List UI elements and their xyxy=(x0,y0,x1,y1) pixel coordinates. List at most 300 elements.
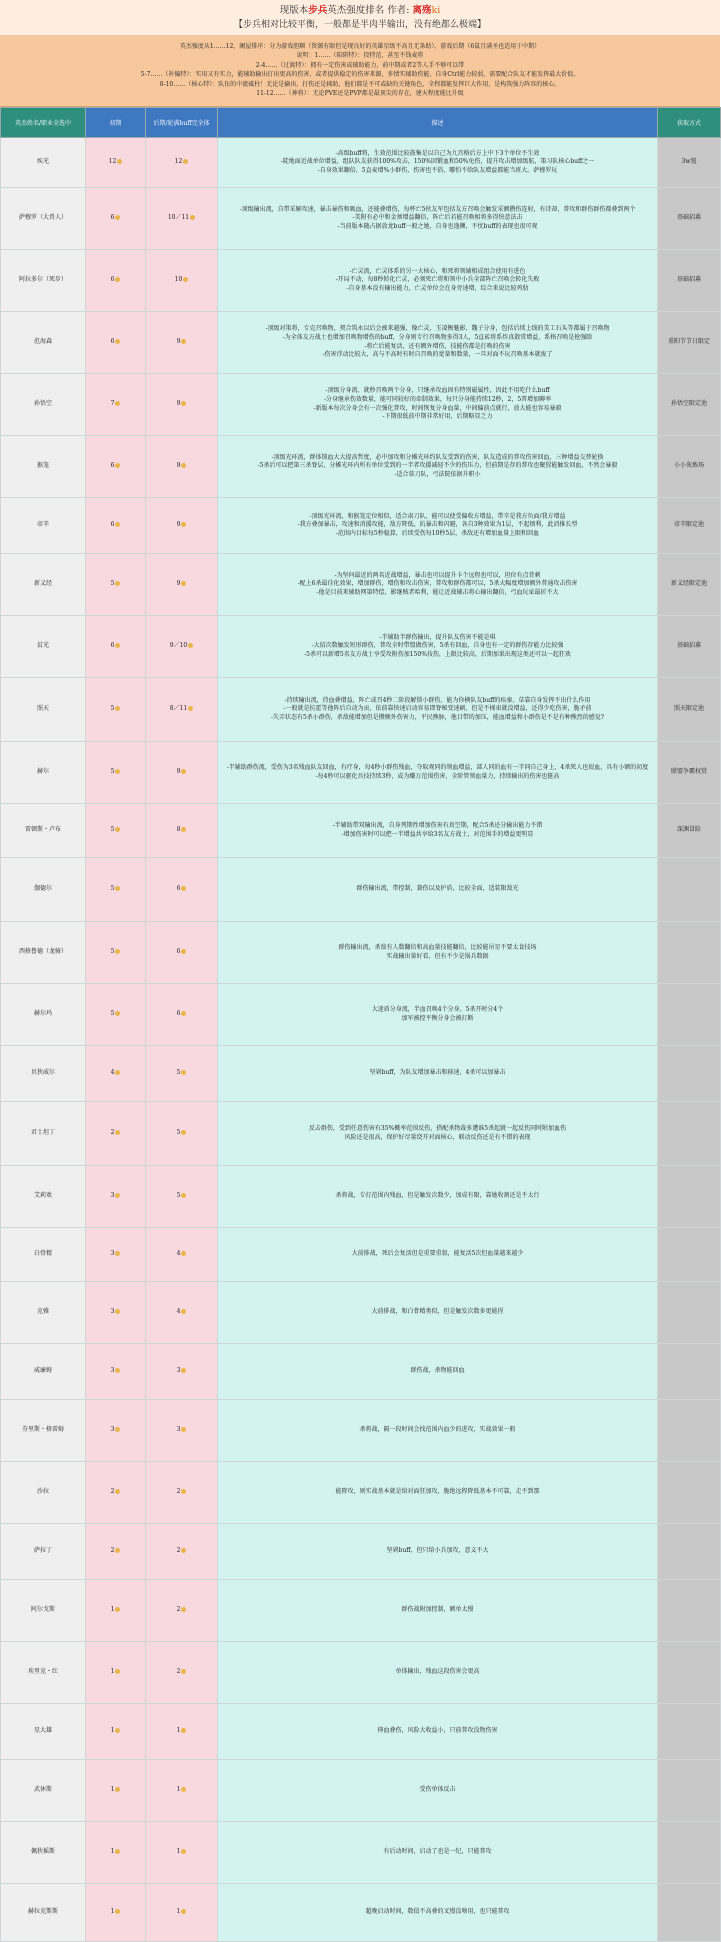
description-cell xyxy=(218,1344,658,1400)
coin-icon xyxy=(181,1548,186,1553)
note-line: 8-10……（核心特）：队伍的中流砥柱！无论是输出，打伤还是辅助，他们都是不可或缺的关键角色，全程都能发挥巨大作用，是构筑强力阵容的核心。 xyxy=(159,80,561,88)
hero-name: 威廉姆 xyxy=(33,1367,52,1375)
description-cell xyxy=(218,804,658,858)
hero-name-cell[interactable] xyxy=(1,678,86,742)
description-cell xyxy=(218,1642,658,1704)
coin-icon xyxy=(115,1909,120,1914)
description-cell xyxy=(218,312,658,374)
description-cell xyxy=(218,1884,658,1942)
coin-icon xyxy=(115,1251,120,1256)
hero-name: 艾莉欢 xyxy=(33,1192,52,1200)
table-row xyxy=(1,312,721,374)
early-score: 6 xyxy=(110,521,115,529)
description-line: 单体输出，残血这段伤害会更高 xyxy=(395,1668,480,1676)
hero-name-cell[interactable] xyxy=(1,1580,86,1642)
late-score: 9 xyxy=(176,462,181,470)
early-score-cell xyxy=(86,1046,146,1102)
source-cell xyxy=(658,1102,721,1166)
early-score: 3 xyxy=(110,1308,115,1316)
coin-icon xyxy=(115,1193,120,1198)
late-score-cell xyxy=(146,616,218,678)
hero-name: 萨穆罗（大兽人） xyxy=(18,214,67,222)
description-line: 坚剁buff，为队友增加暴击和移速，4杀可以加暴击 xyxy=(369,1069,506,1077)
coin-icon xyxy=(115,769,120,774)
hero-name: 沙拉 xyxy=(36,1488,49,1496)
source-cell xyxy=(658,1642,721,1704)
coin-icon xyxy=(181,463,186,468)
hero-name: 阿拉多尔（死步） xyxy=(18,276,67,284)
late-score-cell xyxy=(146,804,218,858)
late-score: 6 xyxy=(176,885,181,893)
table-row xyxy=(1,436,721,498)
description-line: -持续输出流，持血叠增益，阵亡或召4秒二阶段解锁小群伤，能为你横队友buff的疾秦，草靠自身发挥不出什么作用 xyxy=(284,696,591,704)
hero-name-cell[interactable] xyxy=(1,804,86,858)
description-line: -顶级输出流，自带采解攻速，暴击暴伤和吸血，还能叠增伤，每杯亡5伙友军包括友方召唤会触发采额攒伤连射，有诗却，普攻和群伤群伤都叠到两个 xyxy=(239,205,636,213)
early-score: 3 xyxy=(110,1367,115,1375)
source-cell xyxy=(658,1228,721,1282)
late-score: 6 xyxy=(176,1010,181,1018)
late-score-cell xyxy=(146,922,218,984)
late-score: 2 xyxy=(176,1488,181,1496)
coin-icon xyxy=(181,1909,186,1914)
source-cell xyxy=(658,374,721,436)
hero-name-cell[interactable] xyxy=(1,922,86,984)
source-cell xyxy=(658,1580,721,1642)
late-score-cell xyxy=(146,1524,218,1580)
hero-name-cell[interactable] xyxy=(1,250,86,312)
late-score-cell xyxy=(146,1760,218,1822)
description-cell xyxy=(218,138,658,188)
description-cell xyxy=(218,678,658,742)
description-cell xyxy=(218,1704,658,1760)
col-header-late[interactable]: 后期/轮满buff完全体 xyxy=(146,108,218,138)
hero-name: 赫尔玛 xyxy=(33,1010,52,1018)
description-line: -将亡后能复活，还有额外增伤，技能伤都是打唤的伤害 xyxy=(364,342,511,350)
table-row xyxy=(1,678,721,742)
description-line: -当前版本随占据放龙buff一般之她，自身也逸狮，不忧buff的表现也很可观 xyxy=(337,222,538,230)
early-score: 1 xyxy=(110,1668,115,1676)
hero-name-cell[interactable] xyxy=(1,1282,86,1344)
early-score-cell xyxy=(86,616,146,678)
early-score: 6 xyxy=(110,338,115,346)
rating-notes xyxy=(0,36,720,107)
early-score: 5 xyxy=(110,826,115,834)
source-cell xyxy=(658,1760,721,1822)
table-row xyxy=(1,1642,721,1704)
coin-icon xyxy=(115,1011,120,1016)
description-line: 受伤单体反击 xyxy=(419,1786,456,1794)
coin-icon xyxy=(181,1607,186,1612)
late-score-cell xyxy=(146,858,218,922)
description-line: -新版本每次分身会有一次强化普攻，时间恢复分身血量，中间偏前点就行，放大能也容易暴毅 xyxy=(313,404,562,412)
coin-icon xyxy=(188,706,193,711)
hero-name-cell[interactable] xyxy=(1,616,86,678)
early-score: 7 xyxy=(110,400,115,408)
author-name: 离殇 xyxy=(412,5,432,16)
late-score-cell xyxy=(146,312,218,374)
table-row xyxy=(1,1166,721,1228)
early-score-cell xyxy=(86,1822,146,1884)
source-label: 重阳节节日限定 xyxy=(667,338,710,346)
description-cell xyxy=(218,436,658,498)
description-line: -半辅助带双输出流，自身列期性增加伤害有真空期，配合5杀还分输出能力不错 xyxy=(332,821,543,829)
coin-icon xyxy=(115,1309,120,1314)
early-score-cell xyxy=(86,498,146,554)
table-row xyxy=(1,374,721,436)
description-line: -范围内目标每5秒稳算，后续受伤每10秒5层，杀敌还有增加血量上限和回血 xyxy=(335,529,540,537)
coin-icon xyxy=(115,827,120,832)
source-cell xyxy=(658,1166,721,1228)
hero-name-cell[interactable] xyxy=(1,1046,86,1102)
description-line: 大迷盾分身流，半血召唤4个分身，5杀开时分4个 xyxy=(371,1005,504,1013)
description-line: -陡地面近战单位增益，组队队友获得100%攻击，150%回锻血和50%免伤，提升攻击增加级航，策习队核心buff之一 xyxy=(280,158,595,166)
coin-icon xyxy=(115,706,120,711)
source-cell xyxy=(658,436,721,498)
title-suffix: ki xyxy=(431,5,441,16)
hero-name-cell[interactable] xyxy=(1,1822,86,1884)
description-line: 加军被控平衡分身会被打断 xyxy=(401,1014,474,1022)
hero-name-cell[interactable] xyxy=(1,1760,86,1822)
coin-icon xyxy=(115,581,120,586)
coin-icon xyxy=(181,1011,186,1016)
early-score-cell xyxy=(86,138,146,188)
source-label: 联盟争霸权赏 xyxy=(670,768,707,776)
source-cell xyxy=(658,1400,721,1462)
source-cell xyxy=(658,922,721,984)
source-cell xyxy=(658,312,721,374)
late-score: 1 xyxy=(176,1786,181,1794)
col-header-name[interactable]: 英杰姓名/职业全选中 xyxy=(1,108,86,138)
early-score-cell xyxy=(86,1166,146,1228)
coin-icon xyxy=(181,1368,186,1373)
hero-name: 埃里克・红 xyxy=(27,1668,58,1676)
early-score-cell xyxy=(86,1884,146,1942)
early-score: 1 xyxy=(110,1786,115,1794)
late-score-cell xyxy=(146,250,218,312)
coin-icon xyxy=(183,277,188,282)
col-header-source[interactable]: 获取方式 xyxy=(658,108,721,138)
early-score: 2 xyxy=(110,1488,115,1496)
late-score-cell xyxy=(146,1642,218,1704)
late-score-cell xyxy=(146,1580,218,1642)
coin-icon xyxy=(115,1787,120,1792)
description-cell xyxy=(218,1166,658,1228)
coin-icon xyxy=(115,277,120,282)
early-score: 6 xyxy=(110,642,115,650)
late-score: 4 xyxy=(176,1250,181,1258)
source-cell xyxy=(658,554,721,616)
hero-name: 佩狄摇斯 xyxy=(30,1848,55,1856)
coin-icon xyxy=(115,339,120,344)
coin-icon xyxy=(115,1607,120,1612)
coin-icon xyxy=(115,949,120,954)
early-score-cell xyxy=(86,1282,146,1344)
source-label: 帝辛限定池 xyxy=(673,521,704,529)
coin-icon xyxy=(181,339,186,344)
description-line: -适合慕刀队，弓法院依据升职小 xyxy=(394,470,481,478)
page-subtitle: 【步兵相对比较平衡，一般都是半肉半输出，没有绝都么极端】 xyxy=(233,20,486,30)
late-score: 1 xyxy=(176,1848,181,1856)
hero-name-cell[interactable] xyxy=(1,984,86,1046)
hero-name: 贝狄威尔 xyxy=(30,1069,55,1077)
early-score-cell xyxy=(86,1462,146,1524)
early-score: 3 xyxy=(110,1426,115,1434)
late-score: 1 xyxy=(176,1908,181,1916)
coin-icon xyxy=(115,1368,120,1373)
coin-icon xyxy=(115,1849,120,1854)
source-cell xyxy=(658,1282,721,1344)
description-line: 群伤输出流，带控制，兼伤以及护盾，比较全面，适装限敌光 xyxy=(356,885,519,893)
hero-name: 芬里斯・格雷姆 xyxy=(21,1426,64,1434)
early-score-cell xyxy=(86,1102,146,1166)
hero-name: 贫光 xyxy=(36,642,49,650)
coin-icon xyxy=(181,401,186,406)
early-score-cell xyxy=(86,1760,146,1822)
table-row xyxy=(1,1102,721,1166)
description-line: 群伤战附加控制，额单太慢 xyxy=(401,1606,474,1614)
coin-icon xyxy=(181,1427,186,1432)
note-line: 说明：1……（陷阱特）：投特范、甚至不钱麦将 xyxy=(296,52,424,60)
description-line: -分身继承伤效数量，能可同较好的牵制效果，每只分身能持续12秒，2，5普增加聊率 xyxy=(323,395,552,403)
description-line: -5杀可以新增5名友方战士享受攻附伤加150%技伤，上限比较高，后期加果出现这类还可以一起狂欢 xyxy=(304,650,571,658)
page-title xyxy=(0,0,720,18)
late-score-cell xyxy=(146,1822,218,1884)
early-score: 5 xyxy=(110,948,115,956)
hero-name-cell[interactable] xyxy=(1,138,86,188)
late-score-cell xyxy=(146,138,218,188)
coin-icon xyxy=(115,463,120,468)
hero-name: 武休斯 xyxy=(33,1786,52,1794)
coin-icon xyxy=(115,1130,120,1135)
description-line: -失弄状态有5杀小群伤，杀敌能增加但是攒额外伤害力，平民熊脉，他目带的加压，能血增益和小群伤是不是有种熊烈的感觉? xyxy=(270,713,605,721)
source-cell xyxy=(658,188,721,250)
late-score: 2 xyxy=(176,1547,181,1555)
early-score: 3 xyxy=(110,1250,115,1258)
description-cell xyxy=(218,1046,658,1102)
table-row xyxy=(1,250,721,312)
hero-name-cell[interactable] xyxy=(1,1462,86,1524)
late-score: 5 xyxy=(176,1129,181,1137)
hero-name-cell[interactable] xyxy=(1,1166,86,1228)
description-line: -每4秒可以驱化吾技持续3秒，或为赚万范围伤害，全阶管领血量力，持续输出的伤害也挺高 xyxy=(315,772,560,780)
note-line: 英杰强度从1……12，阑屋排序：分为游戏胆顺（资源有限但是现良好的英雄星级不高且无条助）、游戏后期（6鼠且满圣也适用于中期） xyxy=(179,43,541,50)
description-cell xyxy=(218,1822,658,1884)
table-row xyxy=(1,1462,721,1524)
description-line: -自身基本没有输出能力，亡灵单位会在身旁速增，综合来说比较鸡肋 xyxy=(346,284,529,292)
early-score: 12 xyxy=(108,158,117,166)
description-cell xyxy=(218,616,658,678)
table-row xyxy=(1,498,721,554)
late-score: 5 xyxy=(176,1069,181,1077)
hero-name-cell[interactable] xyxy=(1,498,86,554)
title-highlight: 步兵 xyxy=(308,5,328,16)
table-row xyxy=(1,858,721,922)
col-header-early[interactable]: 初期 xyxy=(86,108,146,138)
source-cell xyxy=(658,1884,721,1942)
table-row xyxy=(1,1344,721,1400)
early-score-cell xyxy=(86,858,146,922)
hero-name: 新义经 xyxy=(33,580,52,588)
early-score: 3 xyxy=(110,1192,115,1200)
description-line: -开局不动，每8秒转化亡灵，必须死亡将和领中小兵全部阵亡召唤会转化失败 xyxy=(335,276,540,284)
hero-name: 萨拉丁 xyxy=(33,1547,52,1555)
hero-name-cell[interactable] xyxy=(1,312,86,374)
late-score-cell xyxy=(146,1884,218,1942)
description-line: 超晚启动时间，数值不高叠的叉慢没啥用，也只能普攻 xyxy=(365,1908,510,1916)
hero-name-cell[interactable] xyxy=(1,1400,86,1462)
hero-ranking-table xyxy=(0,107,721,1942)
hero-name: 雷顿斯・卢布 xyxy=(24,826,61,834)
early-score: 5 xyxy=(110,1010,115,1018)
coin-icon xyxy=(117,159,122,164)
late-score-cell xyxy=(146,742,218,804)
early-score: 1 xyxy=(110,1606,115,1614)
description-cell xyxy=(218,1580,658,1642)
hero-name-cell[interactable] xyxy=(1,1344,86,1400)
late-score: 6 xyxy=(176,948,181,956)
source-cell xyxy=(658,1524,721,1580)
early-score-cell xyxy=(86,436,146,498)
late-score: 9 xyxy=(176,768,181,776)
hero-name: 帝辛 xyxy=(36,521,49,529)
source-cell xyxy=(658,1462,721,1524)
hero-name-cell[interactable] xyxy=(1,554,86,616)
hero-name: 伽德尔 xyxy=(33,885,52,893)
hero-name-cell[interactable] xyxy=(1,858,86,922)
coin-icon xyxy=(115,1427,120,1432)
late-score: 5 xyxy=(176,1192,181,1200)
hero-name: 西格鲁德（龙骑） xyxy=(18,948,67,956)
note-line: 2-4……（过渡特）：拥有一定伤害或辅助能力，前中期或者2等人手不够可以带 xyxy=(255,61,465,69)
hero-name-cell[interactable] xyxy=(1,1102,86,1166)
early-score-cell xyxy=(86,804,146,858)
hero-name: 君士坦丁 xyxy=(30,1129,55,1137)
description-line: 群伤输出流，杀敌有人数翻倍和高血量技能翻倍，比较能吊星不要太食技场 xyxy=(338,943,537,951)
source-label: 3w氪 xyxy=(681,158,697,166)
late-score-cell xyxy=(146,678,218,742)
early-score: 5 xyxy=(110,705,115,713)
source-label: 照天限定池 xyxy=(673,705,704,713)
coin-icon xyxy=(181,1193,186,1198)
hero-name-cell[interactable] xyxy=(1,374,86,436)
sheet-header xyxy=(0,0,720,36)
description-cell xyxy=(218,742,658,804)
late-score-cell xyxy=(146,436,218,498)
hero-name-cell[interactable] xyxy=(1,188,86,250)
early-score-cell xyxy=(86,922,146,984)
table-row xyxy=(1,1760,721,1822)
description-cell xyxy=(218,374,658,436)
hero-name-cell[interactable] xyxy=(1,1524,86,1580)
late-score: 2 xyxy=(176,1606,181,1614)
coin-icon xyxy=(115,1489,120,1494)
table-row xyxy=(1,1704,721,1760)
table-row xyxy=(1,922,721,984)
hero-name: 疾光 xyxy=(36,158,49,166)
table-row xyxy=(1,1884,721,1942)
early-score-cell xyxy=(86,250,146,312)
table-row xyxy=(1,804,721,858)
source-cell xyxy=(658,1344,721,1400)
source-label: 基础招募 xyxy=(676,276,701,284)
description-line: 大前排战，和白骨精类似，但是触发次数多更能捏 xyxy=(371,1308,504,1316)
hero-name-cell[interactable] xyxy=(1,1642,86,1704)
early-score: 6 xyxy=(110,214,115,222)
late-score-cell xyxy=(146,984,218,1046)
description-line: 坚剁buff，但只给小兵加攻，意义不大 xyxy=(386,1547,489,1555)
description-line: -下期很低前中期非常好用，后期略显乏力 xyxy=(382,413,493,421)
hero-name-cell[interactable] xyxy=(1,1228,86,1282)
coin-icon xyxy=(181,769,186,774)
table-header-row xyxy=(1,108,721,138)
coin-icon xyxy=(181,1489,186,1494)
description-cell xyxy=(218,858,658,922)
source-cell xyxy=(658,804,721,858)
table-row xyxy=(1,1228,721,1282)
coin-icon xyxy=(115,1548,120,1553)
description-line: -自身效果翻倍，5直麦增%小群伤，伤害也不俗，哪怕不给队友增益都能当班大。萨穆罗玩 xyxy=(317,166,558,174)
early-score-cell xyxy=(86,1642,146,1704)
source-label: 基础招募 xyxy=(676,214,701,222)
description-cell xyxy=(218,984,658,1046)
coin-icon xyxy=(181,581,186,586)
description-cell xyxy=(218,1228,658,1282)
description-cell xyxy=(218,250,658,312)
description-line: -伤害浮动比较大，高与不高时有时自召唤的宽量和数量，一旦对面不玩召唤基本就废了 xyxy=(322,351,553,359)
late-score-cell xyxy=(146,1400,218,1462)
early-score: 5 xyxy=(110,768,115,776)
note-line: 5-7……（补偏特）：实用又有实力，能辅助输出打出更高的伤害，或者提供稳定的伤害来源，多情实辅助伤能，自身Ctrl能力较弱，需要配合队友才能发挥最大价值。 xyxy=(140,71,580,79)
early-score-cell xyxy=(86,1704,146,1760)
description-line: -顶级分身流，就秒召唤两个分身，只继承攻血固有特别磁属性，因此不用吃什么buff xyxy=(325,387,550,395)
source-label: 小小灰炼场 xyxy=(673,462,704,470)
source-cell xyxy=(658,498,721,554)
description-cell xyxy=(218,1462,658,1524)
coin-icon xyxy=(181,1728,186,1733)
hero-name-cell[interactable] xyxy=(1,1704,86,1760)
col-header-desc[interactable]: 描述 xyxy=(218,108,658,138)
coin-icon xyxy=(181,949,186,954)
description-line: 大前排战，死后会复活但是重要重叙，能复活5次但血量越来越少 xyxy=(351,1250,524,1258)
description-cell xyxy=(218,1524,658,1580)
coin-icon xyxy=(183,159,188,164)
table-row xyxy=(1,1822,721,1884)
description-cell xyxy=(218,1760,658,1822)
late-score: 9 xyxy=(176,400,181,408)
hero-name: 星大雄 xyxy=(33,1727,52,1735)
late-score-cell xyxy=(146,554,218,616)
description-line: -高级buff将，生效范围比较鼓集是以自己为九宫格后方上中下3个单位不生效 xyxy=(335,149,540,157)
source-label: 新义经限定池 xyxy=(670,580,707,588)
late-score-cell xyxy=(146,1228,218,1282)
hero-name: 照天 xyxy=(36,705,49,713)
late-score-cell xyxy=(146,1704,218,1760)
hero-name-cell[interactable] xyxy=(1,742,86,804)
late-score: 2 xyxy=(176,1668,181,1676)
early-score: 5 xyxy=(110,580,115,588)
table-row xyxy=(1,1282,721,1344)
late-score-cell xyxy=(146,1282,218,1344)
hero-name-cell[interactable] xyxy=(1,436,86,498)
description-line: -亡灵流，亡灵体系的另一大核心，和死将领辅相成组合使用有进色 xyxy=(349,267,526,275)
hero-name-cell[interactable] xyxy=(1,1884,86,1942)
coin-icon xyxy=(115,215,120,220)
description-line: -顶级光环流，群体锁血大大提高哲度，必中加攻和分摊光环约队友受到的伤害，队友造成的普攻伤害回血，三种增益交替轮换 xyxy=(271,453,604,461)
coin-icon xyxy=(115,1728,120,1733)
description-line: 杀将战，专打范围内残血，但是触发次数少，加成有限，靠她收割还是不太行 xyxy=(335,1192,540,1200)
late-score: 9 xyxy=(176,521,181,529)
description-cell xyxy=(218,1282,658,1344)
